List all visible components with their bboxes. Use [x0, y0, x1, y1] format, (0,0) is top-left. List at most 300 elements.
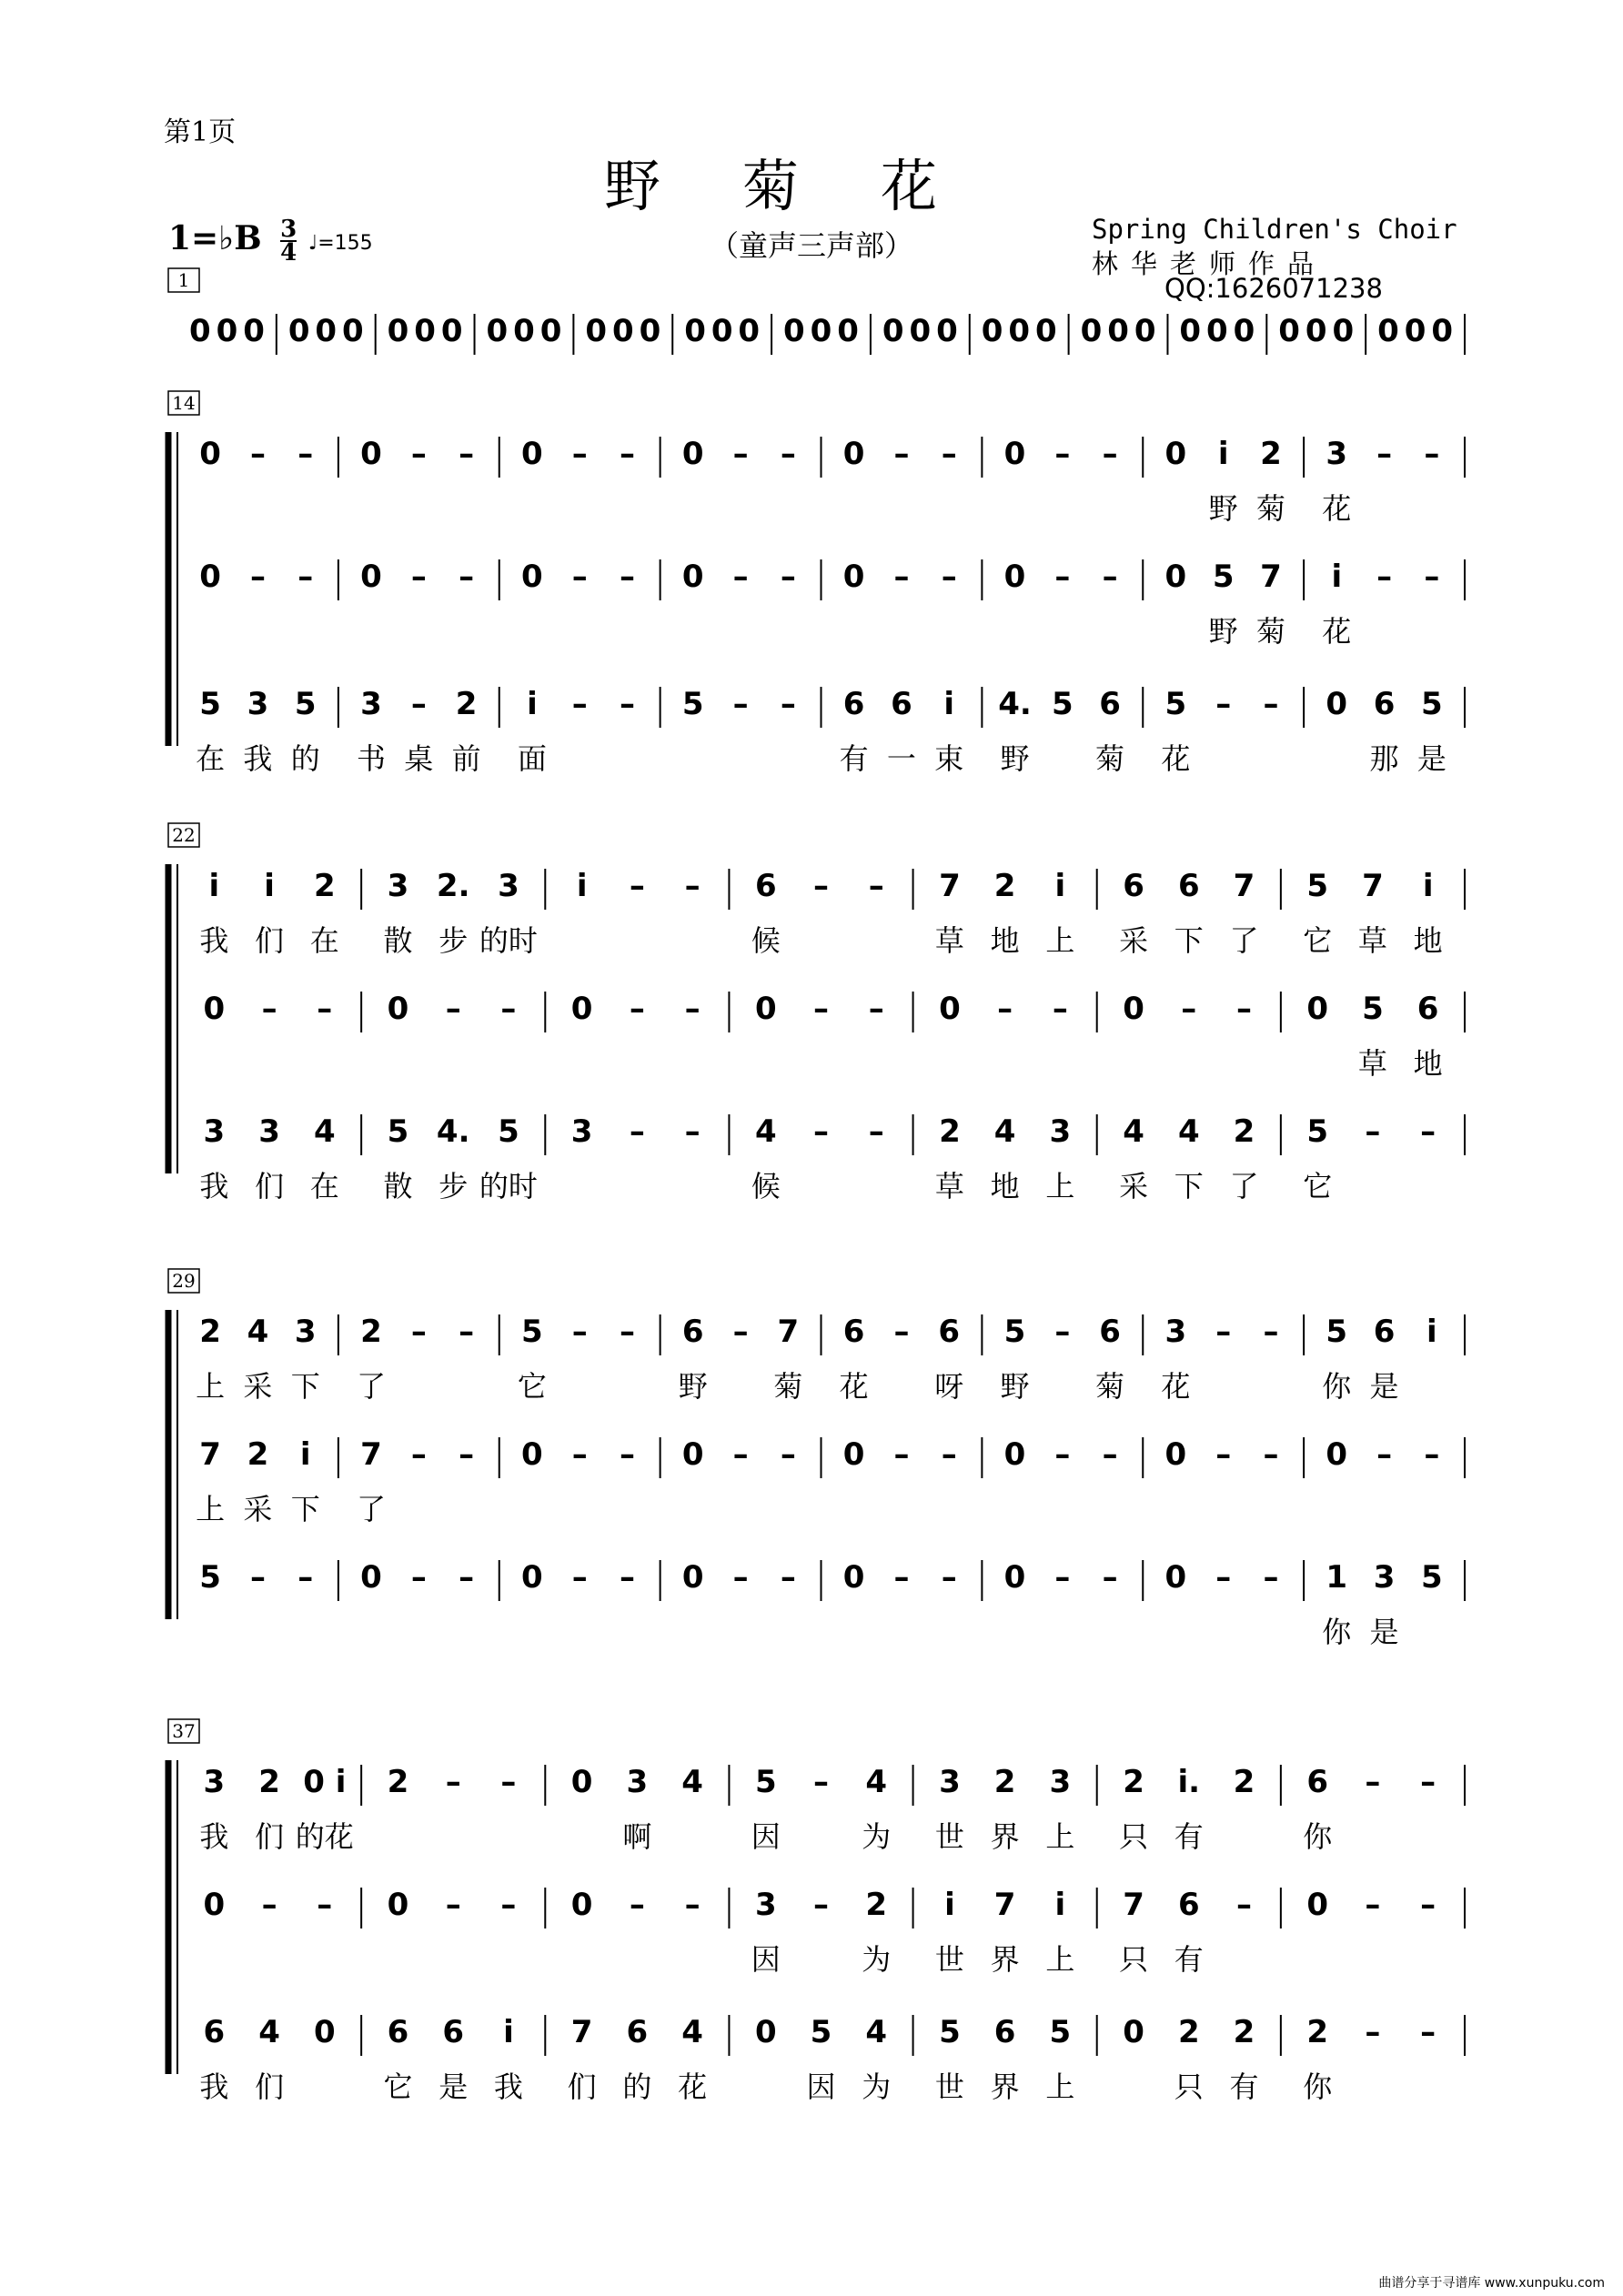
lyric: 菊 — [1255, 614, 1285, 649]
note: 2 — [1233, 2014, 1255, 2050]
lyric: 它 — [1303, 923, 1333, 958]
system-number: 1 — [177, 269, 190, 291]
note: – — [1420, 1887, 1437, 1923]
note: 4 — [865, 2014, 888, 2050]
note: 0 — [360, 1559, 382, 1596]
lyric: 那 — [1369, 741, 1399, 776]
note: – — [500, 1764, 517, 1800]
lyric: 菊 — [773, 1369, 803, 1404]
note: 5 — [754, 1764, 777, 1800]
note: i — [208, 868, 220, 904]
lyric: 的时 — [479, 923, 538, 958]
lyric: 上 — [1045, 1819, 1075, 1854]
note: – — [893, 1314, 910, 1350]
note: 3 — [626, 1764, 649, 1800]
note: 4 — [754, 1113, 777, 1150]
note: – — [732, 686, 749, 722]
note: 6 — [891, 686, 912, 722]
lyric: 它 — [517, 1369, 547, 1404]
system-number: 14 — [172, 392, 196, 414]
note: – — [1181, 991, 1197, 1027]
footer-credit: 曲谱分享于寻谱库 www.xunpuku.com — [1378, 2276, 1605, 2291]
page-number: 第1页 — [164, 116, 237, 148]
system-number: 37 — [172, 1720, 196, 1742]
note: 0 — [1404, 313, 1426, 349]
note: 3 — [570, 1113, 593, 1150]
note: – — [941, 559, 957, 595]
note: 0 i — [303, 1764, 347, 1800]
note: – — [297, 436, 314, 472]
note: – — [780, 1436, 796, 1473]
note: – — [732, 1559, 749, 1596]
lyric: 我 — [243, 741, 273, 776]
note: – — [1376, 1436, 1393, 1473]
note: 6 — [203, 2014, 226, 2050]
note: – — [629, 1887, 645, 1923]
note: 0 — [1164, 1436, 1187, 1473]
note: – — [1054, 559, 1071, 595]
note: 7 — [360, 1436, 382, 1473]
note: – — [317, 1887, 333, 1923]
note: 2 — [1233, 1113, 1255, 1150]
note: 5 — [810, 2014, 832, 2050]
time-numerator: 3 — [280, 216, 297, 243]
note: i — [943, 686, 955, 722]
note: 2 — [993, 1764, 1016, 1800]
note: 6 — [1123, 868, 1144, 904]
note: – — [1365, 2014, 1381, 2050]
note: 6 — [842, 1314, 865, 1350]
lyric: 的花 — [295, 1819, 354, 1854]
note: 0 — [387, 313, 409, 349]
note: – — [813, 1887, 829, 1923]
note: i — [1426, 1314, 1437, 1350]
note: 0 — [1164, 1559, 1187, 1596]
note: – — [1263, 1436, 1279, 1473]
lyric: 们 — [255, 2069, 285, 2104]
note: – — [410, 1314, 427, 1350]
note: 7 — [570, 2014, 593, 2050]
note: 0 — [1306, 991, 1329, 1027]
note: 0 — [842, 1436, 865, 1473]
note: 7 — [1362, 868, 1384, 904]
note: 0 — [1326, 1436, 1348, 1473]
note: 0 — [754, 991, 777, 1027]
note: 0 — [521, 559, 543, 595]
lyric: 菊 — [1095, 741, 1125, 776]
note: 2 — [313, 868, 336, 904]
note: 5 — [1051, 686, 1074, 722]
lyric: 书 — [357, 741, 387, 776]
note: – — [1424, 436, 1440, 472]
lyric: 了 — [357, 1369, 387, 1404]
lyric: 因 — [751, 1942, 781, 1977]
note: 5 — [199, 1559, 221, 1596]
note: 6 — [1177, 868, 1200, 904]
lyric: 它 — [383, 2069, 413, 2104]
note: 5 — [521, 1314, 543, 1350]
note: – — [571, 1314, 588, 1350]
note: 0 — [486, 313, 509, 349]
note: 0 — [681, 436, 704, 472]
note: – — [1102, 559, 1118, 595]
lyric: 你 — [1322, 1615, 1352, 1649]
lyric: 花 — [1322, 614, 1352, 649]
note: 4. — [436, 1113, 470, 1150]
note: – — [261, 991, 277, 1027]
note: 7 — [939, 868, 961, 904]
note: 0 — [203, 991, 226, 1027]
lyric: 花 — [1322, 491, 1352, 526]
note: – — [732, 1314, 749, 1350]
lyric: 在 — [309, 923, 339, 958]
note: 0 — [1107, 313, 1129, 349]
note: 6 — [993, 2014, 1016, 2050]
note: – — [249, 559, 266, 595]
lyric: 们 — [567, 2069, 597, 2104]
lyric: 采 — [1119, 1169, 1149, 1203]
note: – — [619, 436, 635, 472]
note: 0 — [1080, 313, 1103, 349]
note: 3 — [360, 686, 382, 722]
note: – — [941, 1436, 957, 1473]
note: 7 — [1260, 559, 1282, 595]
note: 3 — [387, 868, 409, 904]
note: – — [297, 1559, 314, 1596]
lyric: 散 — [383, 923, 413, 958]
note: 0 — [287, 313, 310, 349]
note: – — [629, 991, 645, 1027]
lyric: 有 — [1229, 2069, 1259, 2104]
note: 6 — [387, 2014, 409, 2050]
note: 0 — [810, 313, 832, 349]
lyric: 地 — [990, 1169, 1020, 1203]
note: i — [299, 1436, 311, 1473]
note: 0 — [1431, 313, 1454, 349]
lyric: 步 — [439, 1169, 469, 1203]
note: – — [619, 686, 635, 722]
note: 2 — [247, 1436, 269, 1473]
lyric: 野 — [1208, 614, 1238, 649]
note: i — [1331, 559, 1343, 595]
lyric: 花 — [1161, 741, 1191, 776]
lyric: 前 — [451, 741, 481, 776]
note: – — [1420, 1764, 1437, 1800]
note: 4 — [247, 1314, 269, 1350]
note: 0 — [681, 559, 704, 595]
note: 0 — [842, 436, 865, 472]
note: 7 — [1123, 1887, 1144, 1923]
note: 0 — [539, 313, 562, 349]
note: – — [1365, 1113, 1381, 1150]
note: – — [1215, 1436, 1232, 1473]
note: 0 — [783, 313, 805, 349]
lyric: 草 — [934, 923, 964, 958]
note: 0 — [387, 991, 409, 1027]
note: i — [264, 868, 275, 904]
lyric: 草 — [1357, 1046, 1387, 1081]
note: 0 — [360, 559, 382, 595]
note: – — [997, 991, 1013, 1027]
composer-credit: 林华老师作品 — [1092, 248, 1327, 279]
lyric: 野 — [1000, 741, 1030, 776]
note: 4 — [993, 1113, 1016, 1150]
lyric: 采 — [243, 1369, 273, 1404]
lyric: 有 — [839, 741, 869, 776]
note: 5 — [1306, 868, 1329, 904]
lyric: 采 — [1119, 923, 1149, 958]
note: 6 — [1373, 686, 1396, 722]
note: 3 — [1049, 1764, 1072, 1800]
note: 0 — [188, 313, 211, 349]
note: 3 — [498, 868, 519, 904]
note: – — [1052, 991, 1068, 1027]
note: 0 — [842, 1559, 865, 1596]
lyric: 地 — [990, 923, 1020, 958]
choir-name: Spring Children's Choir — [1092, 214, 1457, 245]
note: – — [732, 436, 749, 472]
note: – — [410, 1436, 427, 1473]
note: 0 — [1003, 436, 1026, 472]
lyric: 上 — [196, 1369, 226, 1404]
lyric: 界 — [990, 1942, 1020, 1977]
note: – — [571, 1436, 588, 1473]
note: – — [297, 559, 314, 595]
lyric: 你 — [1303, 2069, 1333, 2104]
note: 4 — [681, 1764, 703, 1800]
note: 3 — [939, 1764, 961, 1800]
note: – — [1102, 1559, 1118, 1596]
note: 0 — [203, 1887, 226, 1923]
lyric: 为 — [862, 2069, 892, 2104]
note: 6 — [842, 686, 865, 722]
note: 0 — [315, 313, 338, 349]
lyric: 的 — [290, 741, 320, 776]
lyric: 草 — [1357, 923, 1387, 958]
note: 0 — [513, 313, 535, 349]
note: 5 — [1421, 686, 1443, 722]
note: 3 — [1373, 1559, 1396, 1596]
lyric: 野 — [1000, 1369, 1030, 1404]
note: – — [780, 1559, 796, 1596]
note: 0 — [681, 1436, 704, 1473]
note: – — [410, 559, 427, 595]
note: – — [459, 1436, 475, 1473]
note: 0 — [360, 436, 382, 472]
note: – — [813, 991, 829, 1027]
note: 2 — [387, 1764, 409, 1800]
lyric: 们 — [255, 1819, 285, 1854]
note: – — [1054, 1314, 1071, 1350]
note: 0 — [681, 1559, 704, 1596]
note: – — [317, 991, 333, 1027]
note: – — [813, 1113, 829, 1150]
key-label: 1=♭B — [168, 219, 262, 257]
note: – — [1236, 1887, 1252, 1923]
note: 0 — [1179, 313, 1202, 349]
note: – — [619, 1436, 635, 1473]
note: 0 — [684, 313, 706, 349]
note: – — [459, 436, 475, 472]
lyric: 了 — [1229, 923, 1259, 958]
note: 0 — [1164, 559, 1187, 595]
lyric: 菊 — [1255, 491, 1285, 526]
lyric: 因 — [751, 1819, 781, 1854]
note: 4. — [998, 686, 1032, 722]
note: – — [445, 1764, 461, 1800]
note: – — [684, 1887, 701, 1923]
note: 3 — [247, 686, 269, 722]
lyric: 你 — [1322, 1369, 1352, 1404]
note: – — [780, 686, 796, 722]
song-title: 野菊花 — [603, 153, 1019, 219]
note: 0 — [981, 313, 1003, 349]
note: – — [1420, 1113, 1437, 1150]
lyric: 上 — [1045, 923, 1075, 958]
note: 0 — [639, 313, 661, 349]
note: i. — [1177, 1764, 1201, 1800]
note: 2 — [939, 1113, 961, 1150]
note: – — [732, 559, 749, 595]
note: i — [1217, 436, 1229, 472]
lyric: 花 — [839, 1369, 869, 1404]
note: – — [1215, 686, 1232, 722]
note: – — [868, 868, 884, 904]
note: – — [459, 1559, 475, 1596]
note: 3 — [203, 1113, 226, 1150]
lyric: 呀 — [934, 1369, 964, 1404]
lyric: 世 — [934, 1819, 964, 1854]
note: – — [684, 868, 701, 904]
note: 6 — [1306, 1764, 1329, 1800]
note: 0 — [199, 559, 221, 595]
lyric: 界 — [990, 2069, 1020, 2104]
note: – — [629, 868, 645, 904]
note: 0 — [1003, 1436, 1026, 1473]
note: – — [813, 868, 829, 904]
note: 0 — [521, 436, 543, 472]
lyric: 世 — [934, 2069, 964, 2104]
note: 0 — [842, 559, 865, 595]
note: 0 — [1123, 2014, 1144, 2050]
note: 2. — [436, 868, 470, 904]
lyric: 们 — [255, 923, 285, 958]
note: 0 — [1003, 1559, 1026, 1596]
lyric: 我 — [199, 1169, 229, 1203]
note: 2 — [1177, 2014, 1200, 2050]
tempo-mark: ♩=155 — [307, 232, 373, 255]
note: 3 — [754, 1887, 777, 1923]
note: 0 — [1306, 1887, 1329, 1923]
note: 6 — [1416, 991, 1439, 1027]
note: – — [1215, 1314, 1232, 1350]
lyric: 野 — [1208, 491, 1238, 526]
note: 6 — [938, 1314, 961, 1350]
note: 0 — [585, 313, 608, 349]
lyric: 上 — [1045, 1942, 1075, 1977]
note: – — [780, 559, 796, 595]
lyric: 只 — [1174, 2069, 1204, 2104]
note: – — [619, 1559, 635, 1596]
note: 0 — [199, 436, 221, 472]
note: 6 — [1177, 1887, 1200, 1923]
lyric: 是 — [1369, 1369, 1399, 1404]
lyric: 是 — [439, 2069, 469, 2104]
note: 0 — [1034, 313, 1057, 349]
note: 0 — [1377, 313, 1399, 349]
note: – — [893, 559, 910, 595]
lyric: 界 — [990, 1819, 1020, 1854]
lyric: 的时 — [479, 1169, 538, 1203]
note: 5 — [939, 2014, 961, 2050]
note: – — [571, 1559, 588, 1596]
lyric: 步 — [439, 923, 469, 958]
note: – — [459, 559, 475, 595]
note: i — [503, 2014, 514, 2050]
note: 0 — [570, 1887, 593, 1923]
note: 2 — [455, 686, 478, 722]
note: 4 — [865, 1764, 888, 1800]
note: – — [410, 686, 427, 722]
lyric: 面 — [517, 741, 547, 776]
contact-qq: QQ:1626071238 — [1164, 273, 1383, 304]
lyric: 有 — [1174, 1942, 1204, 1977]
note: 6 — [754, 868, 777, 904]
lyric: 为 — [862, 1942, 892, 1977]
note: 3 — [1326, 436, 1348, 472]
note: 5 — [1164, 686, 1187, 722]
lyric: 它 — [1303, 1169, 1333, 1203]
note: 0 — [1008, 313, 1031, 349]
note: – — [249, 1559, 266, 1596]
note: – — [868, 1113, 884, 1150]
note: – — [459, 1314, 475, 1350]
note: 2 — [1123, 1764, 1144, 1800]
note: 2 — [199, 1314, 221, 1350]
note: 0 — [521, 1436, 543, 1473]
note: 5 — [1049, 2014, 1072, 2050]
note: – — [1263, 1314, 1279, 1350]
note: 5 — [681, 686, 704, 722]
lyric: 桌 — [404, 741, 434, 776]
note: 3 — [1164, 1314, 1187, 1350]
note: 4 — [1177, 1113, 1200, 1150]
note: 7 — [199, 1436, 221, 1473]
lyric: 上 — [196, 1492, 226, 1526]
lyric: 采 — [243, 1492, 273, 1526]
note: – — [410, 1559, 427, 1596]
note: 4 — [681, 2014, 703, 2050]
note: 5 — [1362, 991, 1384, 1027]
note: – — [619, 559, 635, 595]
note: – — [1365, 1887, 1381, 1923]
note: 6 — [1099, 686, 1121, 722]
note: 3 — [1049, 1113, 1072, 1150]
lyric: 在 — [196, 741, 226, 776]
note: 0 — [611, 313, 634, 349]
note: 6 — [442, 2014, 465, 2050]
lyric: 的 — [622, 2069, 652, 2104]
lyric: 野 — [678, 1369, 708, 1404]
note: – — [684, 991, 701, 1027]
note: 6 — [1373, 1314, 1396, 1350]
note: 5 — [1421, 1559, 1443, 1596]
note: – — [1263, 1559, 1279, 1596]
note: – — [410, 436, 427, 472]
note: – — [1054, 1559, 1071, 1596]
note: – — [780, 436, 796, 472]
note: 4 — [313, 1113, 336, 1150]
